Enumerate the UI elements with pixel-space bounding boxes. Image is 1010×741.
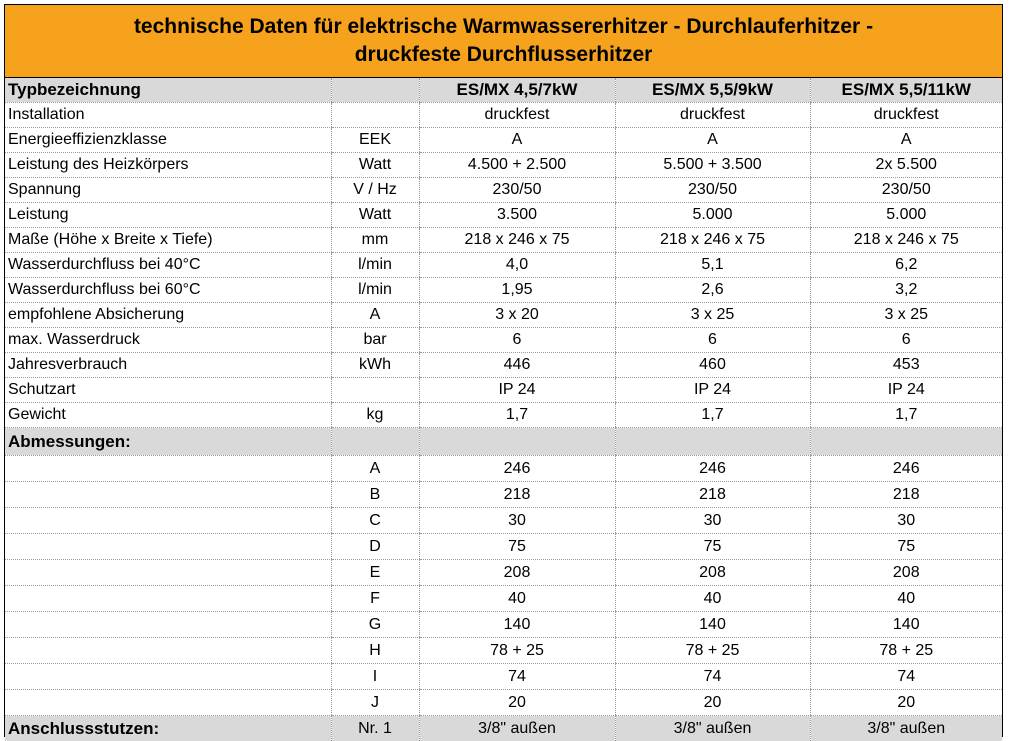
model-name: ES/MX 4,5/7kW	[419, 78, 615, 103]
spec-unit: Watt	[331, 203, 419, 228]
empty-cell	[419, 428, 615, 456]
dimension-value: 208	[419, 560, 615, 586]
spec-value: 4,0	[419, 253, 615, 278]
connection-value: 3/8" außen	[810, 716, 1002, 741]
spec-label: Gewicht	[5, 403, 331, 428]
spec-label: Energieeffizienzklasse	[5, 128, 331, 153]
dimension-key: D	[331, 534, 419, 560]
spec-value: druckfest	[810, 103, 1002, 128]
spec-sheet	[4, 4, 1003, 737]
spec-row	[5, 328, 1002, 353]
dimension-key: I	[331, 664, 419, 690]
dimension-value: 246	[810, 456, 1002, 482]
dimension-row	[5, 612, 1002, 638]
spec-row	[5, 203, 1002, 228]
spec-table-body	[5, 78, 1002, 741]
dimension-value: 30	[419, 508, 615, 534]
spec-unit: mm	[331, 228, 419, 253]
spec-value: 446	[419, 353, 615, 378]
model-name: ES/MX 5,5/11kW	[810, 78, 1002, 103]
dimension-key: J	[331, 690, 419, 716]
dimension-value: 78 + 25	[615, 638, 810, 664]
dimension-value: 246	[419, 456, 615, 482]
model-name: ES/MX 5,5/9kW	[615, 78, 810, 103]
spec-value: IP 24	[419, 378, 615, 403]
spec-value: 6	[419, 328, 615, 353]
spec-unit: bar	[331, 328, 419, 353]
empty-cell	[5, 690, 331, 716]
dimension-row	[5, 508, 1002, 534]
spec-value: 218 x 246 x 75	[810, 228, 1002, 253]
dimension-row	[5, 482, 1002, 508]
spec-value: 5.500 + 3.500	[615, 153, 810, 178]
dimension-value: 140	[419, 612, 615, 638]
spec-row	[5, 403, 1002, 428]
connection-row	[5, 716, 1002, 741]
header-row	[5, 78, 1002, 103]
empty-cell	[5, 638, 331, 664]
spec-unit: kWh	[331, 353, 419, 378]
dimension-value: 40	[419, 586, 615, 612]
dimensions-label: Abmessungen:	[5, 428, 331, 456]
dimension-value: 218	[615, 482, 810, 508]
spec-row	[5, 253, 1002, 278]
spec-label: Leistung	[5, 203, 331, 228]
empty-cell	[5, 586, 331, 612]
dimension-value: 74	[615, 664, 810, 690]
spec-value: druckfest	[615, 103, 810, 128]
spec-value: 230/50	[419, 178, 615, 203]
dimension-value: 208	[810, 560, 1002, 586]
empty-cell	[5, 482, 331, 508]
spec-unit	[331, 378, 419, 403]
spec-value: 3 x 25	[810, 303, 1002, 328]
dimension-value: 74	[419, 664, 615, 690]
connection-value: 3/8" außen	[419, 716, 615, 741]
spec-label: Wasserdurchfluss bei 40°C	[5, 253, 331, 278]
empty-cell	[5, 560, 331, 586]
spec-value: 460	[615, 353, 810, 378]
dimension-value: 140	[615, 612, 810, 638]
spec-value: 3.500	[419, 203, 615, 228]
spec-value: 453	[810, 353, 1002, 378]
spec-value: 2,6	[615, 278, 810, 303]
dimension-key: E	[331, 560, 419, 586]
dimension-value: 246	[615, 456, 810, 482]
spec-value: 5.000	[810, 203, 1002, 228]
spec-value: 6,2	[810, 253, 1002, 278]
spec-value: IP 24	[615, 378, 810, 403]
dimension-row	[5, 456, 1002, 482]
dimension-row	[5, 690, 1002, 716]
spec-value: A	[810, 128, 1002, 153]
dimension-value: 208	[615, 560, 810, 586]
dimension-value: 218	[419, 482, 615, 508]
spec-label: Jahresverbrauch	[5, 353, 331, 378]
dimension-value: 40	[810, 586, 1002, 612]
spec-table	[5, 78, 1002, 741]
spec-value: 218 x 246 x 75	[419, 228, 615, 253]
empty-cell	[331, 428, 419, 456]
spec-value: 1,7	[810, 403, 1002, 428]
dimension-value: 140	[810, 612, 1002, 638]
spec-value: 5,1	[615, 253, 810, 278]
dimension-key: A	[331, 456, 419, 482]
header-unit	[331, 78, 419, 103]
spec-value: 3 x 25	[615, 303, 810, 328]
spec-value: 218 x 246 x 75	[615, 228, 810, 253]
dimension-key: B	[331, 482, 419, 508]
empty-cell	[5, 612, 331, 638]
spec-label: empfohlene Absicherung	[5, 303, 331, 328]
spec-row	[5, 128, 1002, 153]
dimension-value: 78 + 25	[810, 638, 1002, 664]
dimension-value: 78 + 25	[419, 638, 615, 664]
header-label: Typbezeichnung	[5, 78, 331, 103]
spec-label: Leistung des Heizkörpers	[5, 153, 331, 178]
dimensions-header-row	[5, 428, 1002, 456]
dimension-key: H	[331, 638, 419, 664]
spec-row	[5, 353, 1002, 378]
dimension-value: 74	[810, 664, 1002, 690]
dimension-value: 75	[810, 534, 1002, 560]
empty-cell	[5, 664, 331, 690]
spec-unit: EEK	[331, 128, 419, 153]
spec-value: 1,95	[419, 278, 615, 303]
spec-label: Spannung	[5, 178, 331, 203]
title-line-2: druckfeste Durchflusserhitzer	[354, 43, 653, 66]
spec-row	[5, 303, 1002, 328]
dimension-row	[5, 638, 1002, 664]
spec-unit: Watt	[331, 153, 419, 178]
connection-label: Anschlussstutzen:	[5, 716, 331, 741]
dimension-value: 30	[615, 508, 810, 534]
spec-row	[5, 278, 1002, 303]
spec-unit: kg	[331, 403, 419, 428]
spec-unit: A	[331, 303, 419, 328]
spec-row	[5, 103, 1002, 128]
connection-unit: Nr. 1	[331, 716, 419, 741]
spec-label: Installation	[5, 103, 331, 128]
spec-label: Schutzart	[5, 378, 331, 403]
dimension-value: 75	[419, 534, 615, 560]
spec-row	[5, 228, 1002, 253]
dimension-value: 20	[810, 690, 1002, 716]
dimension-row	[5, 560, 1002, 586]
spec-unit: l/min	[331, 253, 419, 278]
dimension-row	[5, 586, 1002, 612]
dimension-row	[5, 534, 1002, 560]
dimension-key: F	[331, 586, 419, 612]
dimension-value: 75	[615, 534, 810, 560]
dimension-key: C	[331, 508, 419, 534]
connection-value: 3/8" außen	[615, 716, 810, 741]
spec-row	[5, 178, 1002, 203]
spec-value: 6	[615, 328, 810, 353]
spec-unit	[331, 103, 419, 128]
dimension-value: 40	[615, 586, 810, 612]
empty-cell	[5, 456, 331, 482]
spec-value: 6	[810, 328, 1002, 353]
spec-label: Maße (Höhe x Breite x Tiefe)	[5, 228, 331, 253]
spec-label: Wasserdurchfluss bei 60°C	[5, 278, 331, 303]
dimension-value: 20	[615, 690, 810, 716]
spec-row	[5, 378, 1002, 403]
dimension-row	[5, 664, 1002, 690]
empty-cell	[5, 534, 331, 560]
spec-value: IP 24	[810, 378, 1002, 403]
spec-value: A	[419, 128, 615, 153]
spec-value: 4.500 + 2.500	[419, 153, 615, 178]
empty-cell	[810, 428, 1002, 456]
empty-cell	[5, 508, 331, 534]
spec-row	[5, 153, 1002, 178]
dimension-value: 20	[419, 690, 615, 716]
spec-value: 3 x 20	[419, 303, 615, 328]
spec-value: 230/50	[615, 178, 810, 203]
spec-unit: l/min	[331, 278, 419, 303]
spec-value: A	[615, 128, 810, 153]
spec-value: 1,7	[615, 403, 810, 428]
dimension-value: 218	[810, 482, 1002, 508]
spec-label: max. Wasserdruck	[5, 328, 331, 353]
spec-value: 1,7	[419, 403, 615, 428]
title-line-1: technische Daten für elektrische Warmwassererhitzer - Durchlauferhitzer -	[133, 15, 874, 38]
spec-value: 5.000	[615, 203, 810, 228]
dimension-value: 30	[810, 508, 1002, 534]
spec-unit: V / Hz	[331, 178, 419, 203]
spec-value: druckfest	[419, 103, 615, 128]
dimension-key: G	[331, 612, 419, 638]
spec-value: 230/50	[810, 178, 1002, 203]
spec-value: 3,2	[810, 278, 1002, 303]
spec-value: 2x 5.500	[810, 153, 1002, 178]
empty-cell	[615, 428, 810, 456]
sheet-title	[5, 5, 1002, 78]
